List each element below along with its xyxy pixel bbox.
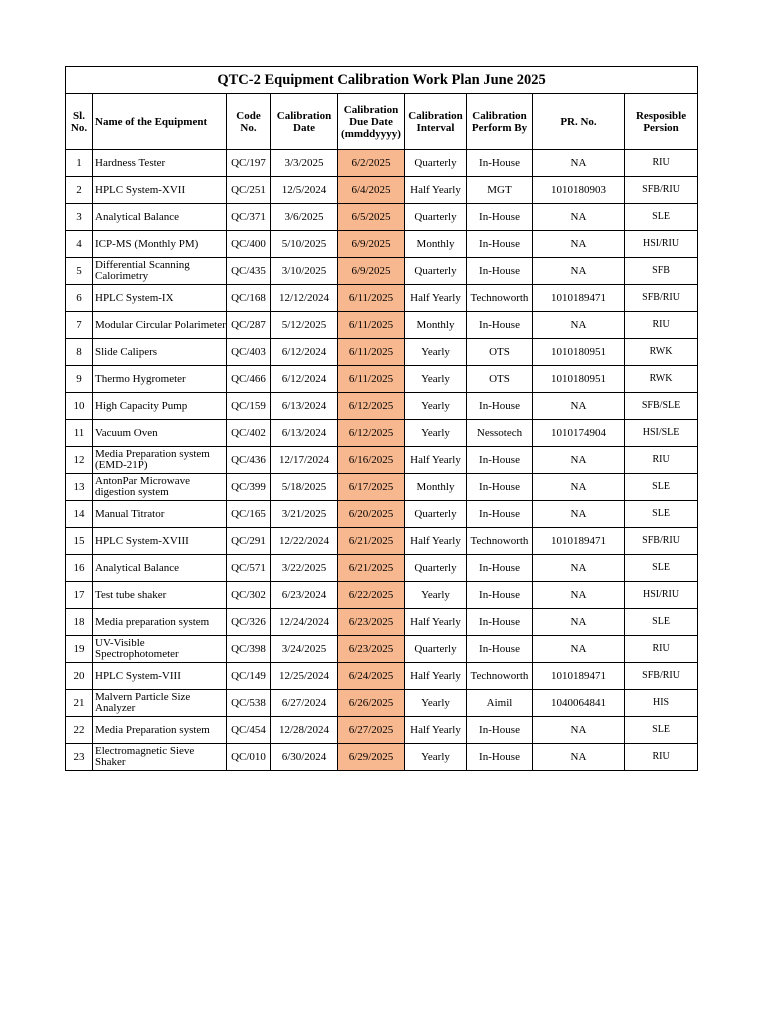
calibration-table — [65, 66, 698, 771]
cell-code: QC/010 — [227, 744, 271, 771]
cell-sl: 21 — [66, 690, 93, 717]
cell-equipment-name: AntonPar Microwave digestion system — [93, 474, 227, 501]
sheet-title: QTC-2 Equipment Calibration Work Plan June 2025 — [66, 67, 698, 94]
table-row — [66, 690, 698, 717]
cell-code: QC/149 — [227, 663, 271, 690]
table-row — [66, 258, 698, 285]
cell-responsible-person: SLE — [625, 501, 698, 528]
cell-equipment-name: Media Preparation system (EMD-21P) — [93, 447, 227, 474]
header-due-date: Calibration Due Date (mmddyyyy) — [338, 94, 405, 150]
cell-pr-no: NA — [533, 393, 625, 420]
cell-perform-by: Technoworth — [467, 663, 533, 690]
header-interval: Calibration Interval — [405, 94, 467, 150]
cell-due-date: 6/24/2025 — [338, 663, 405, 690]
cell-calibration-date: 6/13/2024 — [271, 420, 338, 447]
table-row — [66, 339, 698, 366]
cell-code: QC/403 — [227, 339, 271, 366]
cell-interval: Quarterly — [405, 150, 467, 177]
cell-code: QC/291 — [227, 528, 271, 555]
cell-interval: Yearly — [405, 339, 467, 366]
cell-equipment-name: Modular Circular Polarimeter — [93, 312, 227, 339]
table-row — [66, 636, 698, 663]
cell-interval: Yearly — [405, 420, 467, 447]
cell-perform-by: Technoworth — [467, 285, 533, 312]
cell-perform-by: In-House — [467, 447, 533, 474]
cell-sl: 14 — [66, 501, 93, 528]
cell-interval: Quarterly — [405, 258, 467, 285]
cell-pr-no: 1010174904 — [533, 420, 625, 447]
cell-perform-by: Aimil — [467, 690, 533, 717]
cell-due-date: 6/20/2025 — [338, 501, 405, 528]
table-row — [66, 663, 698, 690]
cell-sl: 22 — [66, 717, 93, 744]
cell-interval: Half Yearly — [405, 447, 467, 474]
cell-pr-no: 1010180951 — [533, 366, 625, 393]
cell-interval: Monthly — [405, 474, 467, 501]
cell-calibration-date: 6/12/2024 — [271, 366, 338, 393]
cell-perform-by: In-House — [467, 150, 533, 177]
cell-responsible-person: SLE — [625, 717, 698, 744]
cell-calibration-date: 12/28/2024 — [271, 717, 338, 744]
cell-equipment-name: Hardness Tester — [93, 150, 227, 177]
table-row — [66, 177, 698, 204]
table-row — [66, 474, 698, 501]
cell-equipment-name: ICP-MS (Monthly PM) — [93, 231, 227, 258]
cell-due-date: 6/11/2025 — [338, 312, 405, 339]
cell-pr-no: NA — [533, 447, 625, 474]
cell-sl: 20 — [66, 663, 93, 690]
cell-equipment-name: Media preparation system — [93, 609, 227, 636]
table-row — [66, 231, 698, 258]
cell-calibration-date: 6/12/2024 — [271, 339, 338, 366]
cell-pr-no: 1040064841 — [533, 690, 625, 717]
cell-due-date: 6/12/2025 — [338, 420, 405, 447]
cell-responsible-person: RIU — [625, 447, 698, 474]
cell-pr-no: 1010189471 — [533, 663, 625, 690]
cell-calibration-date: 3/3/2025 — [271, 150, 338, 177]
cell-sl: 4 — [66, 231, 93, 258]
cell-perform-by: In-House — [467, 717, 533, 744]
cell-interval: Yearly — [405, 690, 467, 717]
cell-perform-by: In-House — [467, 393, 533, 420]
cell-sl: 18 — [66, 609, 93, 636]
cell-pr-no: NA — [533, 717, 625, 744]
cell-sl: 11 — [66, 420, 93, 447]
cell-pr-no: 1010189471 — [533, 285, 625, 312]
table-row — [66, 528, 698, 555]
cell-due-date: 6/5/2025 — [338, 204, 405, 231]
cell-due-date: 6/29/2025 — [338, 744, 405, 771]
cell-code: QC/302 — [227, 582, 271, 609]
cell-equipment-name: HPLC System-IX — [93, 285, 227, 312]
calibration-sheet — [65, 66, 697, 771]
cell-sl: 19 — [66, 636, 93, 663]
cell-pr-no: NA — [533, 744, 625, 771]
cell-sl: 3 — [66, 204, 93, 231]
cell-sl: 16 — [66, 555, 93, 582]
cell-equipment-name: Slide Calipers — [93, 339, 227, 366]
cell-due-date: 6/17/2025 — [338, 474, 405, 501]
cell-sl: 23 — [66, 744, 93, 771]
cell-pr-no: NA — [533, 582, 625, 609]
cell-pr-no: 1010189471 — [533, 528, 625, 555]
cell-calibration-date: 12/17/2024 — [271, 447, 338, 474]
table-row — [66, 447, 698, 474]
cell-responsible-person: RIU — [625, 636, 698, 663]
table-body — [66, 150, 698, 771]
cell-due-date: 6/11/2025 — [338, 366, 405, 393]
cell-responsible-person: RIU — [625, 150, 698, 177]
cell-due-date: 6/21/2025 — [338, 555, 405, 582]
table-row — [66, 366, 698, 393]
cell-code: QC/571 — [227, 555, 271, 582]
cell-interval: Half Yearly — [405, 285, 467, 312]
cell-equipment-name: High Capacity Pump — [93, 393, 227, 420]
cell-due-date: 6/21/2025 — [338, 528, 405, 555]
cell-interval: Yearly — [405, 582, 467, 609]
cell-interval: Half Yearly — [405, 609, 467, 636]
cell-perform-by: In-House — [467, 609, 533, 636]
cell-calibration-date: 5/12/2025 — [271, 312, 338, 339]
cell-perform-by: MGT — [467, 177, 533, 204]
cell-code: QC/400 — [227, 231, 271, 258]
cell-perform-by: In-House — [467, 555, 533, 582]
cell-interval: Half Yearly — [405, 528, 467, 555]
cell-code: QC/159 — [227, 393, 271, 420]
header-pr-no: PR. No. — [533, 94, 625, 150]
cell-sl: 17 — [66, 582, 93, 609]
cell-perform-by: Nessotech — [467, 420, 533, 447]
cell-calibration-date: 6/30/2024 — [271, 744, 338, 771]
cell-due-date: 6/16/2025 — [338, 447, 405, 474]
cell-responsible-person: RIU — [625, 744, 698, 771]
cell-responsible-person: RIU — [625, 312, 698, 339]
cell-responsible-person: SLE — [625, 204, 698, 231]
cell-equipment-name: HPLC System-VIII — [93, 663, 227, 690]
cell-interval: Half Yearly — [405, 717, 467, 744]
cell-equipment-name: Analytical Balance — [93, 204, 227, 231]
table-row — [66, 555, 698, 582]
cell-calibration-date: 5/18/2025 — [271, 474, 338, 501]
cell-calibration-date: 3/22/2025 — [271, 555, 338, 582]
cell-due-date: 6/2/2025 — [338, 150, 405, 177]
cell-pr-no: NA — [533, 474, 625, 501]
table-row — [66, 609, 698, 636]
table-row — [66, 420, 698, 447]
header-sl: Sl. No. — [66, 94, 93, 150]
cell-pr-no: NA — [533, 231, 625, 258]
cell-equipment-name: Differential Scanning Calorimetry — [93, 258, 227, 285]
cell-code: QC/466 — [227, 366, 271, 393]
cell-responsible-person: SFB — [625, 258, 698, 285]
cell-due-date: 6/9/2025 — [338, 258, 405, 285]
cell-code: QC/326 — [227, 609, 271, 636]
cell-interval: Yearly — [405, 393, 467, 420]
cell-equipment-name: Electromagnetic Sieve Shaker — [93, 744, 227, 771]
cell-interval: Quarterly — [405, 555, 467, 582]
cell-perform-by: In-House — [467, 636, 533, 663]
cell-pr-no: 1010180903 — [533, 177, 625, 204]
table-row — [66, 717, 698, 744]
cell-responsible-person: SLE — [625, 609, 698, 636]
cell-pr-no: NA — [533, 150, 625, 177]
cell-responsible-person: SLE — [625, 555, 698, 582]
cell-equipment-name: Thermo Hygrometer — [93, 366, 227, 393]
cell-due-date: 6/4/2025 — [338, 177, 405, 204]
table-row — [66, 501, 698, 528]
cell-code: QC/165 — [227, 501, 271, 528]
cell-sl: 5 — [66, 258, 93, 285]
cell-perform-by: In-House — [467, 231, 533, 258]
cell-equipment-name: UV-Visible Spectrophotometer — [93, 636, 227, 663]
cell-responsible-person: SFB/SLE — [625, 393, 698, 420]
cell-calibration-date: 5/10/2025 — [271, 231, 338, 258]
cell-interval: Monthly — [405, 231, 467, 258]
cell-responsible-person: HSI/RIU — [625, 231, 698, 258]
cell-due-date: 6/26/2025 — [338, 690, 405, 717]
cell-perform-by: OTS — [467, 366, 533, 393]
cell-due-date: 6/9/2025 — [338, 231, 405, 258]
header-perform-by: Calibration Perform By — [467, 94, 533, 150]
cell-code: QC/197 — [227, 150, 271, 177]
cell-code: QC/435 — [227, 258, 271, 285]
cell-responsible-person: RWK — [625, 339, 698, 366]
cell-sl: 13 — [66, 474, 93, 501]
cell-code: QC/371 — [227, 204, 271, 231]
header-responsible-person: Resposible Persion — [625, 94, 698, 150]
cell-perform-by: In-House — [467, 582, 533, 609]
cell-perform-by: In-House — [467, 204, 533, 231]
header-row — [66, 94, 698, 150]
table-row — [66, 312, 698, 339]
cell-sl: 7 — [66, 312, 93, 339]
cell-sl: 12 — [66, 447, 93, 474]
cell-calibration-date: 6/27/2024 — [271, 690, 338, 717]
cell-perform-by: In-House — [467, 258, 533, 285]
cell-interval: Half Yearly — [405, 177, 467, 204]
cell-pr-no: NA — [533, 636, 625, 663]
cell-equipment-name: Vacuum Oven — [93, 420, 227, 447]
cell-sl: 6 — [66, 285, 93, 312]
cell-pr-no: 1010180951 — [533, 339, 625, 366]
cell-calibration-date: 3/10/2025 — [271, 258, 338, 285]
cell-calibration-date: 6/13/2024 — [271, 393, 338, 420]
cell-perform-by: OTS — [467, 339, 533, 366]
cell-responsible-person: HIS — [625, 690, 698, 717]
cell-perform-by: In-House — [467, 312, 533, 339]
cell-pr-no: NA — [533, 501, 625, 528]
cell-calibration-date: 12/12/2024 — [271, 285, 338, 312]
cell-perform-by: Technoworth — [467, 528, 533, 555]
cell-sl: 8 — [66, 339, 93, 366]
header-code: Code No. — [227, 94, 271, 150]
cell-due-date: 6/23/2025 — [338, 609, 405, 636]
cell-equipment-name: Media Preparation system — [93, 717, 227, 744]
cell-sl: 1 — [66, 150, 93, 177]
cell-equipment-name: Manual Titrator — [93, 501, 227, 528]
cell-calibration-date: 6/23/2024 — [271, 582, 338, 609]
cell-calibration-date: 3/6/2025 — [271, 204, 338, 231]
cell-due-date: 6/27/2025 — [338, 717, 405, 744]
table-row — [66, 150, 698, 177]
cell-calibration-date: 12/5/2024 — [271, 177, 338, 204]
cell-interval: Yearly — [405, 744, 467, 771]
table-row — [66, 204, 698, 231]
cell-sl: 10 — [66, 393, 93, 420]
cell-code: QC/538 — [227, 690, 271, 717]
cell-interval: Quarterly — [405, 501, 467, 528]
cell-due-date: 6/23/2025 — [338, 636, 405, 663]
cell-perform-by: In-House — [467, 501, 533, 528]
cell-code: QC/168 — [227, 285, 271, 312]
cell-equipment-name: Malvern Particle Size Analyzer — [93, 690, 227, 717]
cell-pr-no: NA — [533, 204, 625, 231]
cell-calibration-date: 12/25/2024 — [271, 663, 338, 690]
cell-sl: 2 — [66, 177, 93, 204]
cell-perform-by: In-House — [467, 744, 533, 771]
cell-responsible-person: SFB/RIU — [625, 528, 698, 555]
header-calibration-date: Calibration Date — [271, 94, 338, 150]
cell-code: QC/251 — [227, 177, 271, 204]
cell-code: QC/436 — [227, 447, 271, 474]
cell-equipment-name: HPLC System-XVII — [93, 177, 227, 204]
cell-calibration-date: 3/21/2025 — [271, 501, 338, 528]
cell-interval: Monthly — [405, 312, 467, 339]
header-equipment-name: Name of the Equipment — [93, 94, 227, 150]
cell-pr-no: NA — [533, 609, 625, 636]
cell-code: QC/454 — [227, 717, 271, 744]
table-row — [66, 285, 698, 312]
cell-due-date: 6/11/2025 — [338, 285, 405, 312]
cell-pr-no: NA — [533, 555, 625, 582]
table-row — [66, 393, 698, 420]
cell-responsible-person: SFB/RIU — [625, 177, 698, 204]
cell-code: QC/287 — [227, 312, 271, 339]
cell-due-date: 6/11/2025 — [338, 339, 405, 366]
cell-responsible-person: RWK — [625, 366, 698, 393]
cell-calibration-date: 12/22/2024 — [271, 528, 338, 555]
cell-perform-by: In-House — [467, 474, 533, 501]
cell-due-date: 6/12/2025 — [338, 393, 405, 420]
cell-calibration-date: 12/24/2024 — [271, 609, 338, 636]
cell-interval: Quarterly — [405, 204, 467, 231]
cell-due-date: 6/22/2025 — [338, 582, 405, 609]
cell-sl: 15 — [66, 528, 93, 555]
cell-responsible-person: HSI/SLE — [625, 420, 698, 447]
cell-equipment-name: Analytical Balance — [93, 555, 227, 582]
cell-responsible-person: SFB/RIU — [625, 285, 698, 312]
cell-equipment-name: HPLC System-XVIII — [93, 528, 227, 555]
cell-responsible-person: SLE — [625, 474, 698, 501]
cell-code: QC/399 — [227, 474, 271, 501]
cell-responsible-person: HSI/RIU — [625, 582, 698, 609]
cell-code: QC/402 — [227, 420, 271, 447]
cell-calibration-date: 3/24/2025 — [271, 636, 338, 663]
table-row — [66, 582, 698, 609]
cell-interval: Quarterly — [405, 636, 467, 663]
cell-pr-no: NA — [533, 312, 625, 339]
table-row — [66, 744, 698, 771]
cell-equipment-name: Test tube shaker — [93, 582, 227, 609]
cell-sl: 9 — [66, 366, 93, 393]
cell-pr-no: NA — [533, 258, 625, 285]
cell-interval: Yearly — [405, 366, 467, 393]
cell-code: QC/398 — [227, 636, 271, 663]
cell-interval: Half Yearly — [405, 663, 467, 690]
cell-responsible-person: SFB/RIU — [625, 663, 698, 690]
